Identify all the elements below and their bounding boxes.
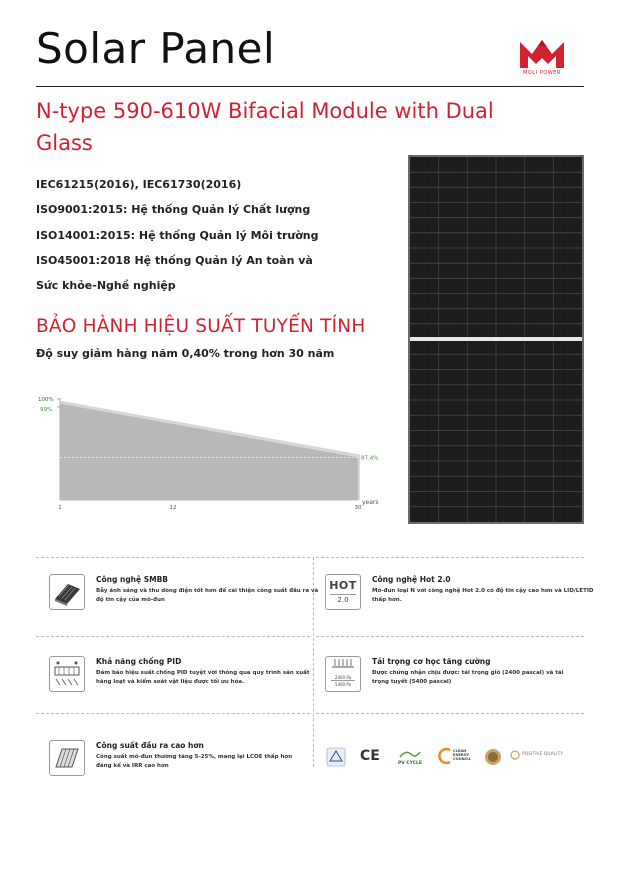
feature-title: Công suất đầu ra cao hơn (96, 741, 204, 750)
load-icon (325, 656, 361, 692)
y-top-label: 100% (38, 397, 54, 403)
feature-power (49, 740, 309, 780)
ce-mark: CE (360, 748, 380, 764)
wind-load-label: 2400 Pa (331, 675, 355, 681)
feature-divider (36, 713, 310, 714)
product-subtitle: N-type 590-610W Bifacial Module with Dual Glass (36, 99, 494, 155)
pv-cycle-logo: PV CYCLE (398, 749, 422, 766)
feature-description: Đảm bảo hiệu suất chống PID tuyệt vời thông qua quy trình sản xuất hàng loạt và kiểm soát vật liệu được tối ưu hóa. (96, 670, 310, 685)
feature-pid (49, 656, 309, 696)
positive-quality-icon (510, 750, 520, 760)
quality-badge-icon (484, 748, 502, 766)
power-icon (49, 740, 85, 776)
feature-description: Công suất mô-đun thường tăng 5-25%, mang lại LCOE thấp hơn đáng kể và IRR cao hơn (96, 754, 293, 769)
feature-title: Tải trọng cơ học tăng cường (372, 657, 491, 666)
feature-title: Khả năng chống PID (96, 657, 182, 666)
feature-description: Mô-đun loại N với công nghệ Hot 2.0 có độ tin cậy cao hơn và LID/LETID thấp hơn. (372, 588, 594, 603)
certification-list (36, 172, 346, 298)
header-divider (36, 86, 584, 87)
pv-cycle-icon (398, 749, 422, 759)
hot-icon (325, 574, 361, 610)
x-tick-label: 30 (354, 505, 362, 511)
warranty-subtitle: Độ suy giảm hàng năm 0,40% trong hơn 30 năm (36, 347, 335, 360)
certification-logos: CE PV CYCLE CLEAN ENERGY COUNCIL POSITIVE QUALITY (326, 745, 576, 769)
certification-item: ISO9001:2015: Hệ thống Quản lý Chất lượng (36, 203, 311, 217)
warranty-title: BẢO HÀNH HIỆU SUẤT TUYẾN TÍNH (36, 316, 366, 337)
hot-icon-sub: 2.0 (330, 594, 356, 604)
x-unit-label: years (362, 499, 379, 506)
feature-title: Công nghệ Hot 2.0 (372, 575, 451, 584)
feature-divider (316, 713, 584, 714)
certification-item: ISO14001:2015: Hệ thống Quản lý Môi trường (36, 228, 319, 242)
certification-item: Sức khỏe-Nghề nghiệp (36, 279, 176, 293)
clean-energy-icon (438, 747, 452, 765)
warranty-chart (36, 392, 386, 517)
pid-icon (49, 656, 85, 692)
feature-description: Bẫy ánh sáng và thu dòng điện tốt hơn để cải thiện công suất đầu ra và độ tin cậy của mô-đun (96, 588, 319, 603)
logo-mark-icon (512, 36, 572, 70)
feature-divider (316, 636, 584, 637)
feature-description: Được chứng nhận chịu được: tải trọng gió (2400 pascal) và tải trọng tuyết (5400 pascal) (372, 670, 564, 685)
hot-icon-text: HOT (329, 579, 357, 592)
smbb-icon (49, 574, 85, 610)
feature-divider (316, 557, 584, 558)
start-value-label: 99% (40, 407, 53, 413)
logo-text: MOLI POWER (523, 70, 561, 76)
feature-divider (36, 557, 310, 558)
page-title: Solar Panel (36, 24, 276, 73)
warranty-area (60, 404, 358, 500)
solar-panel-image (408, 155, 584, 524)
feature-load (325, 656, 583, 696)
end-value-label: 87.4% (361, 455, 379, 462)
certification-item: IEC61215(2016), IEC61730(2016) (36, 178, 242, 191)
certification-item: ISO45001:2018 Hệ thống Quản lý An toàn và (36, 253, 313, 267)
x-tick-label: 1 (58, 505, 62, 511)
snow-load-label: 5400 Pa (334, 682, 352, 687)
feature-hot (325, 574, 594, 614)
feature-title: Công nghệ SMBB (96, 575, 169, 584)
moli-power-logo (512, 36, 572, 76)
feature-smbb (49, 574, 319, 614)
feature-divider (36, 636, 310, 637)
x-tick-label: 12 (169, 505, 177, 511)
tuv-icon (326, 747, 346, 767)
